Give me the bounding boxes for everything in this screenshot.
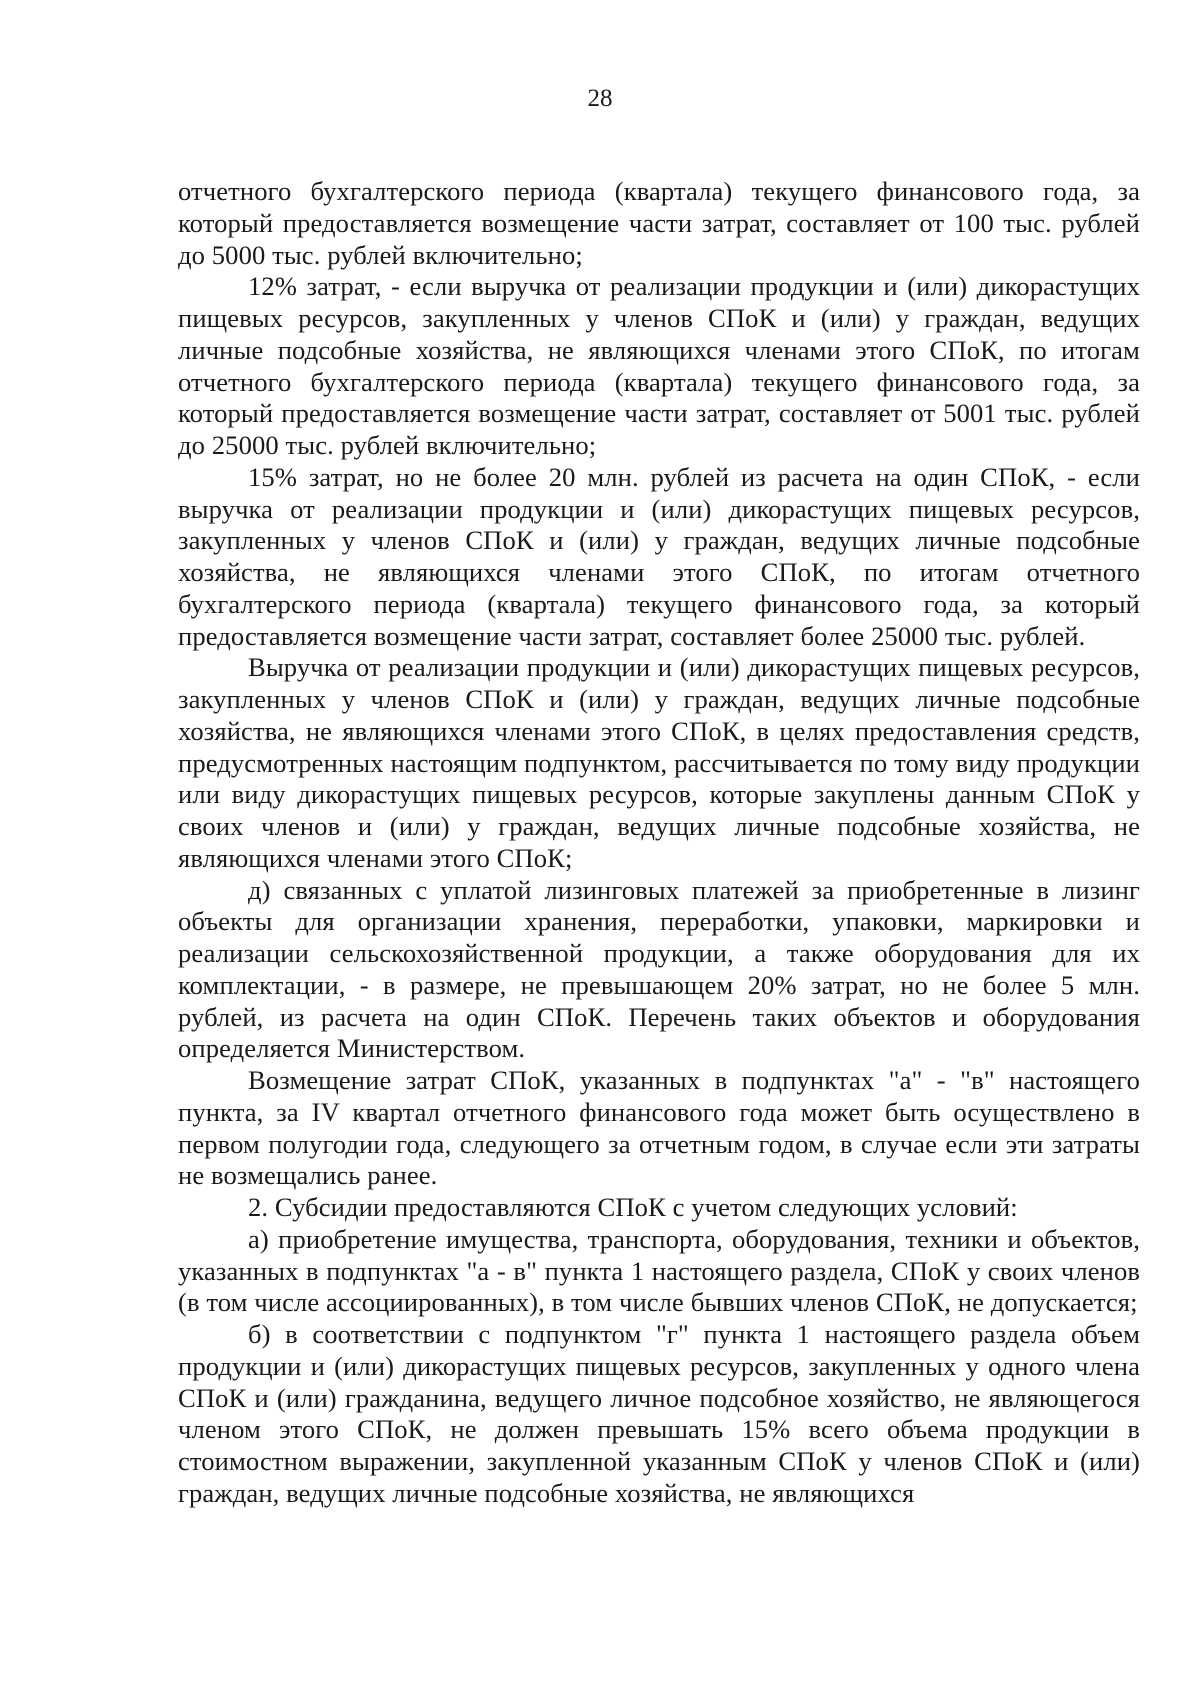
document-body [178, 176, 1140, 1510]
paragraph-1: отчетного бухгалтерского периода (квартала) текущего финансового года, за который предоставляется возмещение части затрат, составляет от 100 тыс. рублей до 5000 тыс. рублей включительно; [178, 176, 1140, 270]
paragraph-4: Выручка от реализации продукции и (или) дикорастущих пищевых ресурсов, закупленных у членов СПоК и (или) у граждан, ведущих личные подсобные хозяйства, не являющихся членами этого СПоК, в целях предоставления средств, предусмотренных настоящим подпунктом, рассчитывается по тому виду продукции или виду дикорастущих пищевых ресурсов, которые закуплены данным СПоК у своих членов и (или) у граждан, ведущих личные подсобные хозяйства, не являющихся членами этого СПоК; [178, 652, 1140, 873]
paragraph-5: д) связанных с уплатой лизинговых платежей за приобретенные в лизинг объекты для организации хранения, переработки, упаковки, маркировки и реализации сельскохозяйственной продукции, а также оборудования для их комплектации, - в размере, не превышающем 20% затрат, но не более 5 млн. рублей, из расчета на один СПоК. Перечень таких объектов и оборудования определяется Министерством. [178, 874, 1140, 1064]
page-number: 28 [587, 85, 613, 112]
paragraph-8: а) приобретение имущества, транспорта, оборудования, техники и объектов, указанных в подпунктах "а - в" пункта 1 настоящего раздела, СПоК у своих членов (в том числе ассоциированных), в том числе бывших членов СПоК, не допускается; [178, 1223, 1140, 1318]
paragraph-7: 2. Субсидии предоставляются СПоК с учетом следующих условий: [248, 1192, 1018, 1222]
paragraph-2: 12% затрат, - если выручка от реализации продукции и (или) дикорастущих пищевых ресурсов, закупленных у членов СПоК и (или) у граждан, ведущих личные подсобные хозяйства, не являющихся членами этого СПоК, по итогам отчетного бухгалтерского периода (квартала) текущего финансового года, за который предоставляется возмещение части затрат, составляет от 5001 тыс. рублей до 25000 тыс. рублей включительно; [178, 271, 1140, 460]
paragraph-9: б) в соответствии с подпунктом "г" пункта 1 настоящего раздела объем продукции и (или) дикорастущих пищевых ресурсов, закупленных у одного члена СПоК и (или) гражданина, ведущего личное подсобное хозяйство, не являющегося членом этого СПоК, не должен превышать 15% всего объема продукции в стоимостном выражении, закупленной указанным СПоК у членов СПоК и (или) граждан, ведущих личные подсобные хозяйства, не являющихся [178, 1319, 1140, 1508]
paragraph-3: 15% затрат, но не более 20 млн. рублей из расчета на один СПоК, - если выручка от реализации продукции и (или) дикорастущих пищевых ресурсов, закупленных у членов СПоК и (или) у граждан, ведущих личные подсобные хозяйства, не являющихся членами этого СПоК, по итогам отчетного бухгалтерского периода (квартала) текущего финансового года, за который предоставляется возмещение части затрат, составляет более 25000 тыс. рублей. [178, 461, 1140, 651]
paragraph-6: Возмещение затрат СПоК, указанных в подпунктах "а" - "в" настоящего пункта, за IV квартал отчетного финансового года может быть осуществлено в первом полугодии года, следующего за отчетным годом, в случае если эти затраты не возмещались ранее. [178, 1065, 1140, 1191]
